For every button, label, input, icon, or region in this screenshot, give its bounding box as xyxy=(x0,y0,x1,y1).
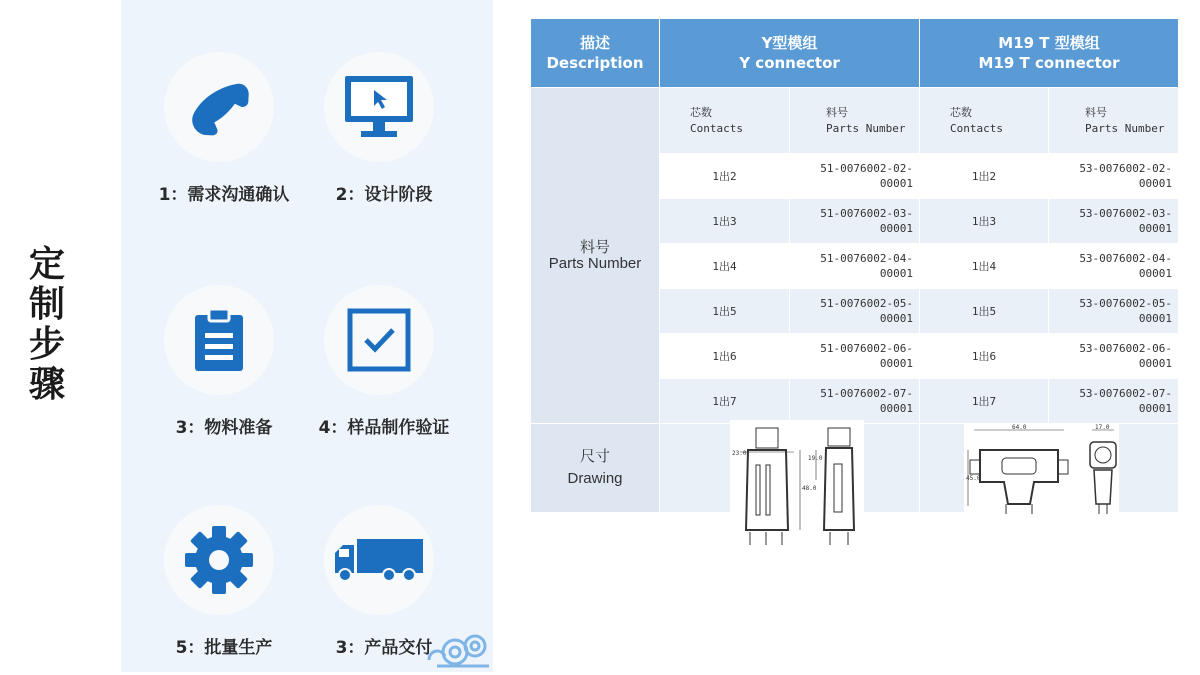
step-icon-circle xyxy=(324,505,434,615)
parts-number-label xyxy=(531,88,660,424)
sub-contacts-y xyxy=(660,88,790,154)
y-connector-drawing xyxy=(730,420,864,545)
code-line: 53-0076002-05- xyxy=(1079,297,1173,310)
step-label: 5：批量生产 xyxy=(175,638,273,658)
pn-cn: 料号 xyxy=(826,105,848,119)
sub-pn-t xyxy=(1049,88,1179,154)
code-line: 51-0076002-03- xyxy=(820,207,914,220)
code-line: 00001 xyxy=(879,357,914,370)
drawing-en: Drawing xyxy=(567,470,623,487)
step-icon-circle xyxy=(164,505,274,615)
checkbox-icon xyxy=(347,308,411,372)
code-line: 51-0076002-07- xyxy=(820,387,914,400)
header-description xyxy=(531,19,660,88)
sub-contacts-t xyxy=(920,88,1049,154)
code-line: 00001 xyxy=(879,312,914,325)
y-code-cell xyxy=(790,334,920,379)
code-line: 53-0076002-06- xyxy=(1079,342,1173,355)
parts-label-cn: 料号 xyxy=(579,238,610,256)
vertical-title xyxy=(22,245,72,405)
header-desc-cn: 描述 xyxy=(579,34,610,52)
table-subheader-row xyxy=(531,88,1179,154)
step-icon-circle xyxy=(164,52,274,162)
header-desc-en: Description xyxy=(546,54,644,72)
y-contacts-cell: 1出5 xyxy=(660,289,790,334)
code-line: 00001 xyxy=(1138,267,1173,280)
code-line: 51-0076002-06- xyxy=(820,342,914,355)
code-line: 51-0076002-04- xyxy=(820,252,914,265)
t-code-cell xyxy=(1049,199,1179,244)
step-icon-circle xyxy=(164,285,274,395)
cloud-decoration-icon xyxy=(423,630,493,670)
y-code-cell xyxy=(790,199,920,244)
contacts-en: Contacts xyxy=(690,121,743,135)
phone-icon xyxy=(187,75,251,139)
code-line: 53-0076002-02- xyxy=(1079,162,1173,175)
code-line: 51-0076002-05- xyxy=(820,297,914,310)
steps-panel xyxy=(121,0,493,672)
title-char: 定 xyxy=(28,244,65,285)
code-line: 53-0076002-03- xyxy=(1079,207,1173,220)
step-label: 3：物料准备 xyxy=(175,418,273,438)
t-contacts-cell: 1出2 xyxy=(920,154,1049,199)
t-connector-drawing xyxy=(964,424,1119,516)
code-line: 51-0076002-02- xyxy=(820,162,914,175)
dim-t-height: 45.0 xyxy=(966,475,981,482)
contacts-en: Contacts xyxy=(950,121,1003,135)
step-label: 4：样品制作验证 xyxy=(318,418,450,438)
dim-t-width: 64.0 xyxy=(1012,424,1027,431)
header-t-connector xyxy=(920,19,1179,88)
dim-y-width: 23.0 xyxy=(732,450,747,457)
step-icon-circle xyxy=(324,285,434,395)
y-code-cell xyxy=(790,289,920,334)
code-line: 00001 xyxy=(1138,357,1173,370)
clipboard-icon xyxy=(191,307,247,373)
parts-label-en: Parts Number xyxy=(548,254,642,272)
monitor-icon xyxy=(343,74,415,140)
step-3 xyxy=(131,285,301,445)
pn-cn: 料号 xyxy=(1085,105,1108,119)
y-contacts-cell: 1出4 xyxy=(660,244,790,289)
y-code-cell xyxy=(790,154,920,199)
y-contacts-cell: 1出3 xyxy=(660,199,790,244)
step-icon-circle xyxy=(324,52,434,162)
t-code-cell xyxy=(1049,334,1179,379)
y-contacts-cell: 1出2 xyxy=(660,154,790,199)
code-line: 00001 xyxy=(879,222,914,235)
code-line: 00001 xyxy=(879,267,914,280)
code-line: 00001 xyxy=(879,177,914,190)
title-char: 步 xyxy=(28,324,65,365)
code-line: 00001 xyxy=(1138,222,1173,235)
gear-icon xyxy=(183,524,255,596)
t-contacts-cell: 1出7 xyxy=(920,379,1049,424)
sub-pn-y xyxy=(790,88,920,154)
t-code-cell xyxy=(1049,379,1179,424)
header-t-en: M19 T connector xyxy=(978,54,1120,72)
t-code-cell xyxy=(1049,154,1179,199)
step-label: 1：需求沟通确认 xyxy=(158,185,290,205)
header-y-en: Y connector xyxy=(739,54,840,72)
header-y-connector xyxy=(660,19,920,88)
code-line: 00001 xyxy=(1138,402,1173,415)
y-code-cell xyxy=(790,379,920,424)
t-contacts-cell: 1出3 xyxy=(920,199,1049,244)
step-5 xyxy=(131,505,301,665)
y-contacts-cell: 1出7 xyxy=(660,379,790,424)
table-header-row xyxy=(531,19,1179,88)
title-char: 制 xyxy=(28,284,65,325)
drawing-cn: 尺寸 xyxy=(579,448,610,465)
t-contacts-cell: 1出6 xyxy=(920,334,1049,379)
t-contacts-cell: 1出4 xyxy=(920,244,1049,289)
header-t-cn: M19 T 型模组 xyxy=(998,34,1100,52)
pn-en: Parts Number xyxy=(1085,121,1165,135)
dim-y-height: 48.0 xyxy=(802,485,817,492)
truck-icon xyxy=(333,535,425,585)
header-y-cn: Y型模组 xyxy=(761,34,818,52)
t-contacts-cell: 1出5 xyxy=(920,289,1049,334)
drawing-label xyxy=(531,424,660,513)
code-line: 53-0076002-07- xyxy=(1079,387,1173,400)
t-code-cell xyxy=(1049,244,1179,289)
contacts-cn: 芯数 xyxy=(690,105,712,119)
code-line: 53-0076002-04- xyxy=(1079,252,1173,265)
y-code-cell xyxy=(790,244,920,289)
code-line: 00001 xyxy=(1138,312,1173,325)
y-contacts-cell: 1出6 xyxy=(660,334,790,379)
step-label: 3：产品交付 xyxy=(335,638,433,658)
step-2 xyxy=(291,52,461,212)
code-line: 00001 xyxy=(1138,177,1173,190)
dim-t-depth: 17.0 xyxy=(1095,424,1110,431)
t-code-cell xyxy=(1049,289,1179,334)
code-line: 00001 xyxy=(879,402,914,415)
dim-y-depth: 19.0 xyxy=(808,455,823,462)
title-char: 骤 xyxy=(28,364,65,405)
pn-en: Parts Number xyxy=(826,121,906,135)
step-4 xyxy=(291,285,461,445)
step-label: 2：设计阶段 xyxy=(335,185,433,205)
contacts-cn: 芯数 xyxy=(950,105,973,119)
step-1 xyxy=(131,52,301,212)
